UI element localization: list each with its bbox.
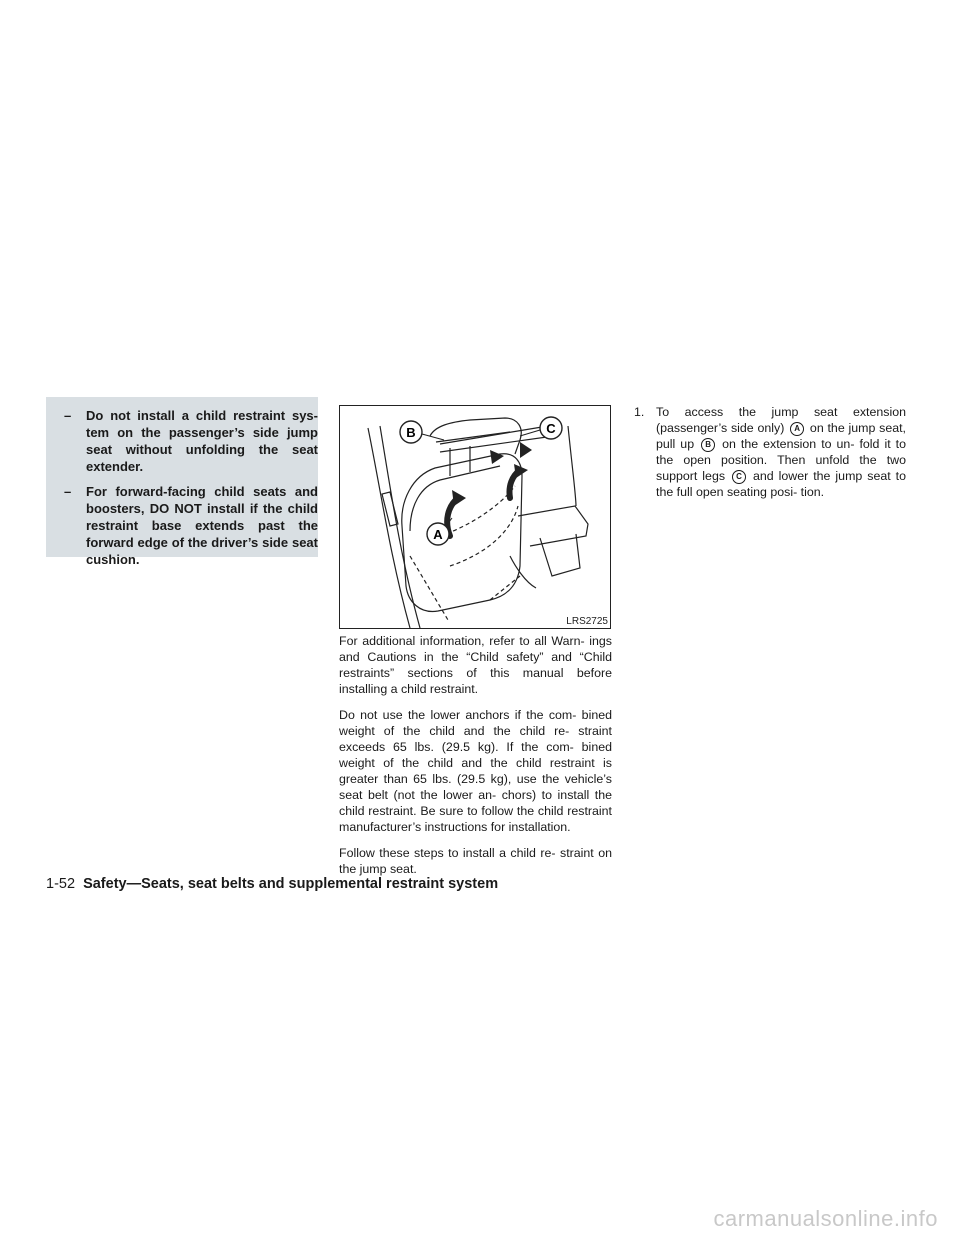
callout-label-c: C bbox=[546, 421, 556, 436]
warning-text: For forward-facing child seats and boosters, DO NOT install if the child restraint base extends past the forward edge of the driver’s side seat cushion. bbox=[86, 484, 318, 567]
warning-text: Do not install a child restraint sys- tem on the passenger’s side jump seat without unfolding the seat extender. bbox=[86, 408, 318, 474]
callout-b-icon: B bbox=[701, 438, 715, 452]
jump-seat-drawing bbox=[340, 406, 610, 628]
page-footer bbox=[46, 876, 498, 892]
paragraph: For additional information, refer to all Warn- ings and Cautions in the “Child safety” and “Child restraints” sections of this manual before installing a child restraint. bbox=[339, 634, 612, 696]
callout-label-a: A bbox=[433, 527, 443, 542]
page-number: 1-52 bbox=[46, 876, 76, 892]
warning-box bbox=[46, 397, 318, 567]
watermark: carmanualsonline.info bbox=[713, 1206, 938, 1231]
step-number: 1. bbox=[634, 405, 645, 419]
callout-c-icon: C bbox=[732, 470, 746, 484]
dash-bullet: – bbox=[64, 484, 72, 499]
warning-item bbox=[46, 483, 318, 568]
step-text: To access the jump seat extension (passenger’s side only) bbox=[656, 405, 906, 435]
step-text: on the jump seat, pull up bbox=[656, 421, 906, 451]
section-title: Safety—Seats, seat belts and supplemental restraint system bbox=[83, 876, 499, 892]
step-text: on the extension to un- fold it to the open position. Then unfold the two support legs bbox=[656, 437, 906, 483]
middle-column bbox=[339, 633, 612, 887]
callout-a-icon: A bbox=[790, 422, 804, 436]
step-1 bbox=[634, 404, 906, 500]
callout-label-b: B bbox=[406, 425, 416, 440]
figure-id: LRS2725 bbox=[566, 616, 608, 627]
jump-seat-illustration bbox=[339, 405, 611, 629]
paragraph: Do not use the lower anchors if the com- bined weight of the child and the child re- straint exceeds 65 lbs. (29.5 kg). If the com- bined weight of the child and the child restraint is greater than 65 lbs. (29.5 kg), use the vehicle’s seat belt (not the lower an- chors) to install the child restraint. Be sure to follow the child restraint manufacturer’s instructions for installation. bbox=[339, 708, 612, 834]
step-text: and lower the jump seat to the full open seating posi- tion. bbox=[656, 469, 906, 499]
right-column bbox=[634, 404, 906, 500]
paragraph: Follow these steps to install a child re- straint on the jump seat. bbox=[339, 846, 612, 876]
warning-item bbox=[46, 407, 318, 475]
dash-bullet: – bbox=[64, 408, 72, 423]
